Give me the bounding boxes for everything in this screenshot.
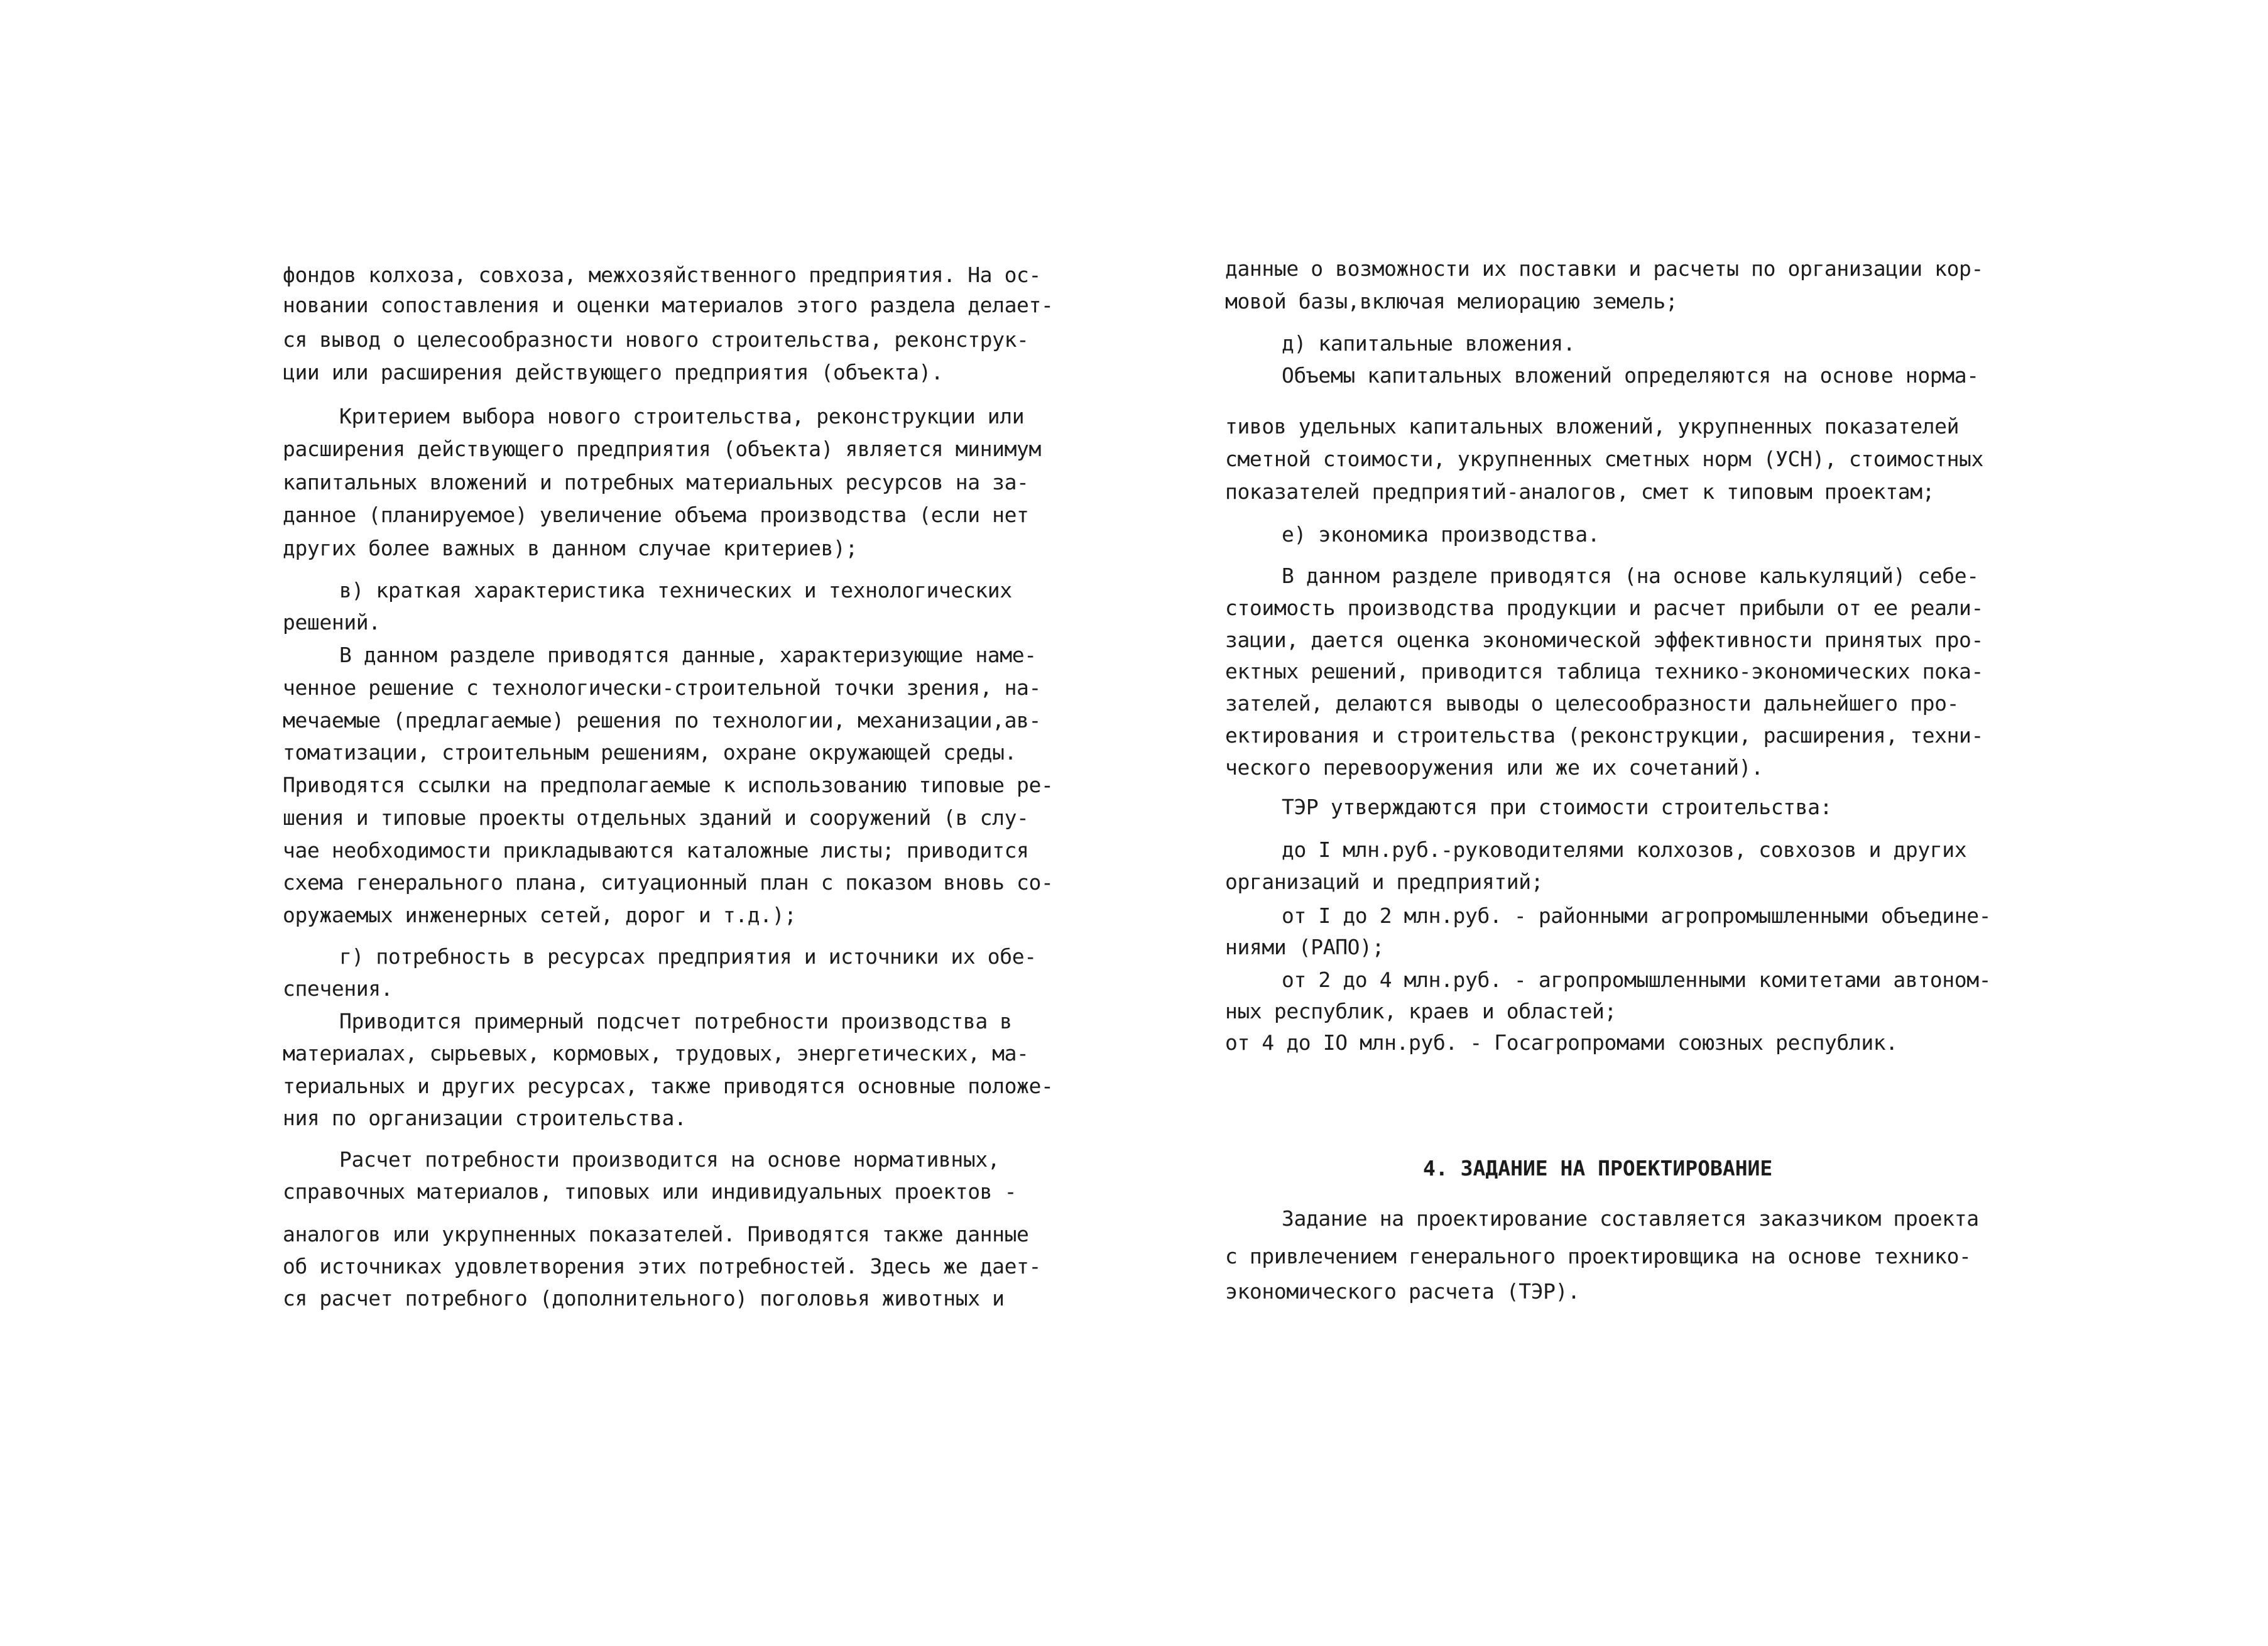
- text-line: Приводятся ссылки на предполагаемые к использованию типовые ре-: [283, 773, 1054, 797]
- text-line: е) экономика производства.: [1282, 522, 1600, 547]
- text-line: фондов колхоза, совхоза, межхозяйственного предприятия. На ос-: [283, 263, 1041, 287]
- text-line: ся вывод о целесообразности нового строительства, реконструк-: [283, 327, 1029, 352]
- text-line: ченное решение с технологически-строительной точки зрения, на-: [283, 675, 1041, 700]
- text-line: томатизации, строительным решениям, охране окружающей среды.: [283, 740, 1017, 765]
- text-line: с привлечением генерального проектировщика на основе технико-: [1225, 1244, 1971, 1268]
- text-line: Объемы капитальных вложений определяются на основе норма-: [1282, 363, 1979, 388]
- text-line: других более важных в данном случае критериев);: [283, 536, 858, 560]
- text-line: данные о возможности их поставки и расчеты по организации кор-: [1225, 256, 1983, 281]
- text-line: организаций и предприятий;: [1225, 869, 1544, 894]
- text-line: ектных решений, приводится таблица технико-экономических пока-: [1225, 659, 1983, 684]
- text-line: справочных материалов, типовых или индивидуальных проектов -: [283, 1179, 1017, 1204]
- text-line: д) капитальные вложения.: [1282, 331, 1576, 356]
- text-line: от I до 2 млн.руб. - районными агропромышленными объедине-: [1282, 903, 1992, 928]
- text-line: стоимость производства продукции и расчет прибыли от ее реали-: [1225, 596, 1983, 620]
- text-line: ния по организации строительства.: [283, 1106, 687, 1130]
- text-line: новании сопоставления и оценки материалов этого раздела делает-: [283, 293, 1054, 317]
- text-line: ектирования и строительства (реконструкции, расширения, техни-: [1225, 723, 1983, 748]
- text-line: капитальных вложений и потребных материальных ресурсов на за-: [283, 470, 1029, 494]
- section-heading: 4. ЗАДАНИЕ НА ПРОЕКТИРОВАНИЕ: [1423, 1156, 1773, 1180]
- text-line: зателей, делаются выводы о целесообразности дальнейшего про-: [1225, 691, 1960, 716]
- text-line: ции или расширения действующего предприятия (объекта).: [283, 360, 944, 384]
- right-page: [1134, 0, 2268, 1646]
- text-line: ческого перевооружения или же их сочетаний).: [1225, 755, 1764, 780]
- text-line: аналогов или укрупненных показателей. Приводятся также данные: [283, 1222, 1029, 1246]
- text-line: решений.: [283, 610, 381, 635]
- text-line: ТЭР утверждаются при стоимости строительства:: [1282, 795, 1833, 819]
- text-line: расширения действующего предприятия (объекта) является минимум: [283, 437, 1041, 461]
- text-line: до I млн.руб.-руководителями колхозов, совхозов и других: [1282, 837, 1967, 862]
- text-line: зации, дается оценка экономической эффективности принятых про-: [1225, 628, 1983, 652]
- text-line: Приводится примерный подсчет потребности производства в: [339, 1009, 1012, 1033]
- text-line: Задание на проектирование составляется заказчиком проекта: [1282, 1206, 1979, 1231]
- text-line: мовой базы,включая мелиорацию земель;: [1225, 289, 1678, 313]
- text-line: мечаемые (предлагаемые) решения по технологии, механизации,ав-: [283, 708, 1041, 733]
- text-line: шения и типовые проекты отдельных зданий и сооружений (в слу-: [283, 805, 1029, 830]
- text-line: материалах, сырьевых, кормовых, трудовых, энергетических, ма-: [283, 1041, 1029, 1066]
- text-line: В данном разделе приводятся (на основе калькуляций) себе-: [1282, 564, 1979, 588]
- text-line: сметной стоимости, укрупненных сметных норм (УСН), стоимостных: [1225, 447, 1983, 471]
- text-line: териальных и других ресурсах, также приводятся основные положе-: [283, 1074, 1054, 1098]
- text-line: оружаемых инженерных сетей, дорог и т.д.);: [283, 903, 797, 927]
- text-line: Расчет потребности производится на основе нормативных,: [339, 1147, 1000, 1172]
- text-line: тивов удельных капитальных вложений, укрупненных показателей: [1225, 414, 1960, 439]
- text-line: показателей предприятий-аналогов, смет к типовым проектам;: [1225, 479, 1935, 504]
- text-line: г) потребность в ресурсах предприятия и источники их обе-: [339, 944, 1037, 969]
- text-line: ниями (РАПО);: [1225, 935, 1385, 959]
- text-line: в) краткая характеристика технических и технологических: [339, 578, 1012, 602]
- text-line: чае необходимости прикладываются каталожные листы; приводится: [283, 838, 1029, 863]
- text-line: спечения.: [283, 976, 393, 1001]
- text-line: данное (планируемое) увеличение объема производства (если нет: [283, 503, 1029, 527]
- text-line: схема генерального плана, ситуационный план с показом вновь со-: [283, 870, 1054, 895]
- text-line: В данном разделе приводятся данные, характеризующие наме-: [339, 643, 1037, 667]
- text-line: об источниках удовлетворения этих потребностей. Здесь же дает-: [283, 1254, 1041, 1278]
- text-line: Критерием выбора нового строительства, реконструкции или: [339, 404, 1025, 428]
- text-line: от 4 до IO млн.руб. - Госагропромами союзных республик.: [1225, 1030, 1898, 1055]
- text-line: экономического расчета (ТЭР).: [1225, 1279, 1580, 1304]
- text-line: ся расчет потребного (дополнительного) поголовья животных и: [283, 1286, 1005, 1311]
- text-line: ных республик, краев и областей;: [1225, 999, 1616, 1023]
- text-line: от 2 до 4 млн.руб. - агропромышленными комитетами автоном-: [1282, 967, 1992, 992]
